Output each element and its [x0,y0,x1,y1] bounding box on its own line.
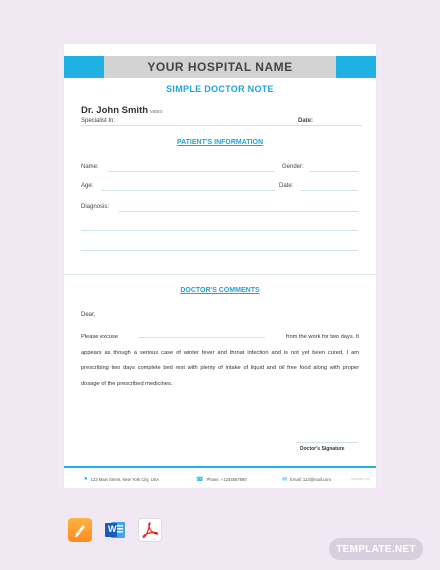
specialist-line [81,125,362,126]
patient-section-title: PATIENT'S INFORMATION [176,139,264,146]
pages-app-icon[interactable] [68,518,92,542]
patient-name-line[interactable] [108,171,274,172]
patient-gender-label: Gender: [282,164,304,170]
footer-address [84,476,159,482]
header-band-left [64,56,104,78]
doctor-name-text: Dr. John Smith [81,105,149,116]
patient-gender-line[interactable] [310,171,358,172]
patient-age-line[interactable] [101,190,275,191]
phone-icon: ☎ [196,477,204,483]
hospital-name: YOUR HOSPITAL NAME [147,60,293,74]
diagnosis-line-3[interactable] [81,250,358,251]
template-watermark: Template.net [349,477,370,481]
doctor-date-label: Date: [298,118,314,124]
word-letter: W [108,524,117,534]
comments-section-title: DOCTOR'S COMMENTS [180,287,260,294]
excuse-name-blank[interactable] [139,337,265,338]
doctor-name [81,105,163,116]
comments-body: appears as though a serious case of winter fever and throat infection and is not yet been cured, I am prescribing two days complete bed rest with plenty of intake of liquid and oil free food along with proper dosage of the prescribed medicines. [81,349,359,387]
footer-email-text: Email: 123@mail.com [290,477,331,482]
note-title: SIMPLE DOCTOR NOTE [166,84,274,94]
comments-paragraph [81,330,359,392]
diagnosis-label: Diagnosis: [81,204,110,210]
word-app-icon[interactable] [103,518,127,542]
doctor-credentials: MBBS [150,109,163,114]
excuse-rest-text: from the work for two days. It [285,334,359,340]
please-excuse-text: Please excuse [81,334,118,340]
document-page [63,43,377,489]
footer-address-text: 123 Main Street, New York City, USA [90,476,160,482]
patient-name-label: Name: [81,164,99,170]
signature-label: Doctor's Signature [300,446,345,452]
footer-phone-text: Phone: +1234567890 [206,477,247,482]
footer [64,466,376,490]
salutation: Dear, [81,312,96,318]
diagnosis-line-2[interactable] [81,230,358,231]
signature-line[interactable] [296,442,358,443]
footer-email [282,476,331,483]
template-net-badge[interactable]: TEMPLATE.NET [329,538,423,560]
pdf-app-icon[interactable] [138,518,162,542]
footer-phone [196,476,247,483]
header-band [104,56,336,78]
header-band-right [336,56,376,78]
mail-icon: ✉ [282,477,288,483]
patient-age-label: Age: [81,183,94,189]
diagnosis-line-1[interactable] [119,211,358,212]
specialist-label: Specialist In: [81,118,116,124]
patient-date-label: Date: [279,183,294,189]
patient-date-line[interactable] [300,190,358,191]
format-icons [68,518,162,542]
location-pin-icon: ● [84,476,88,482]
section-divider [64,274,376,275]
